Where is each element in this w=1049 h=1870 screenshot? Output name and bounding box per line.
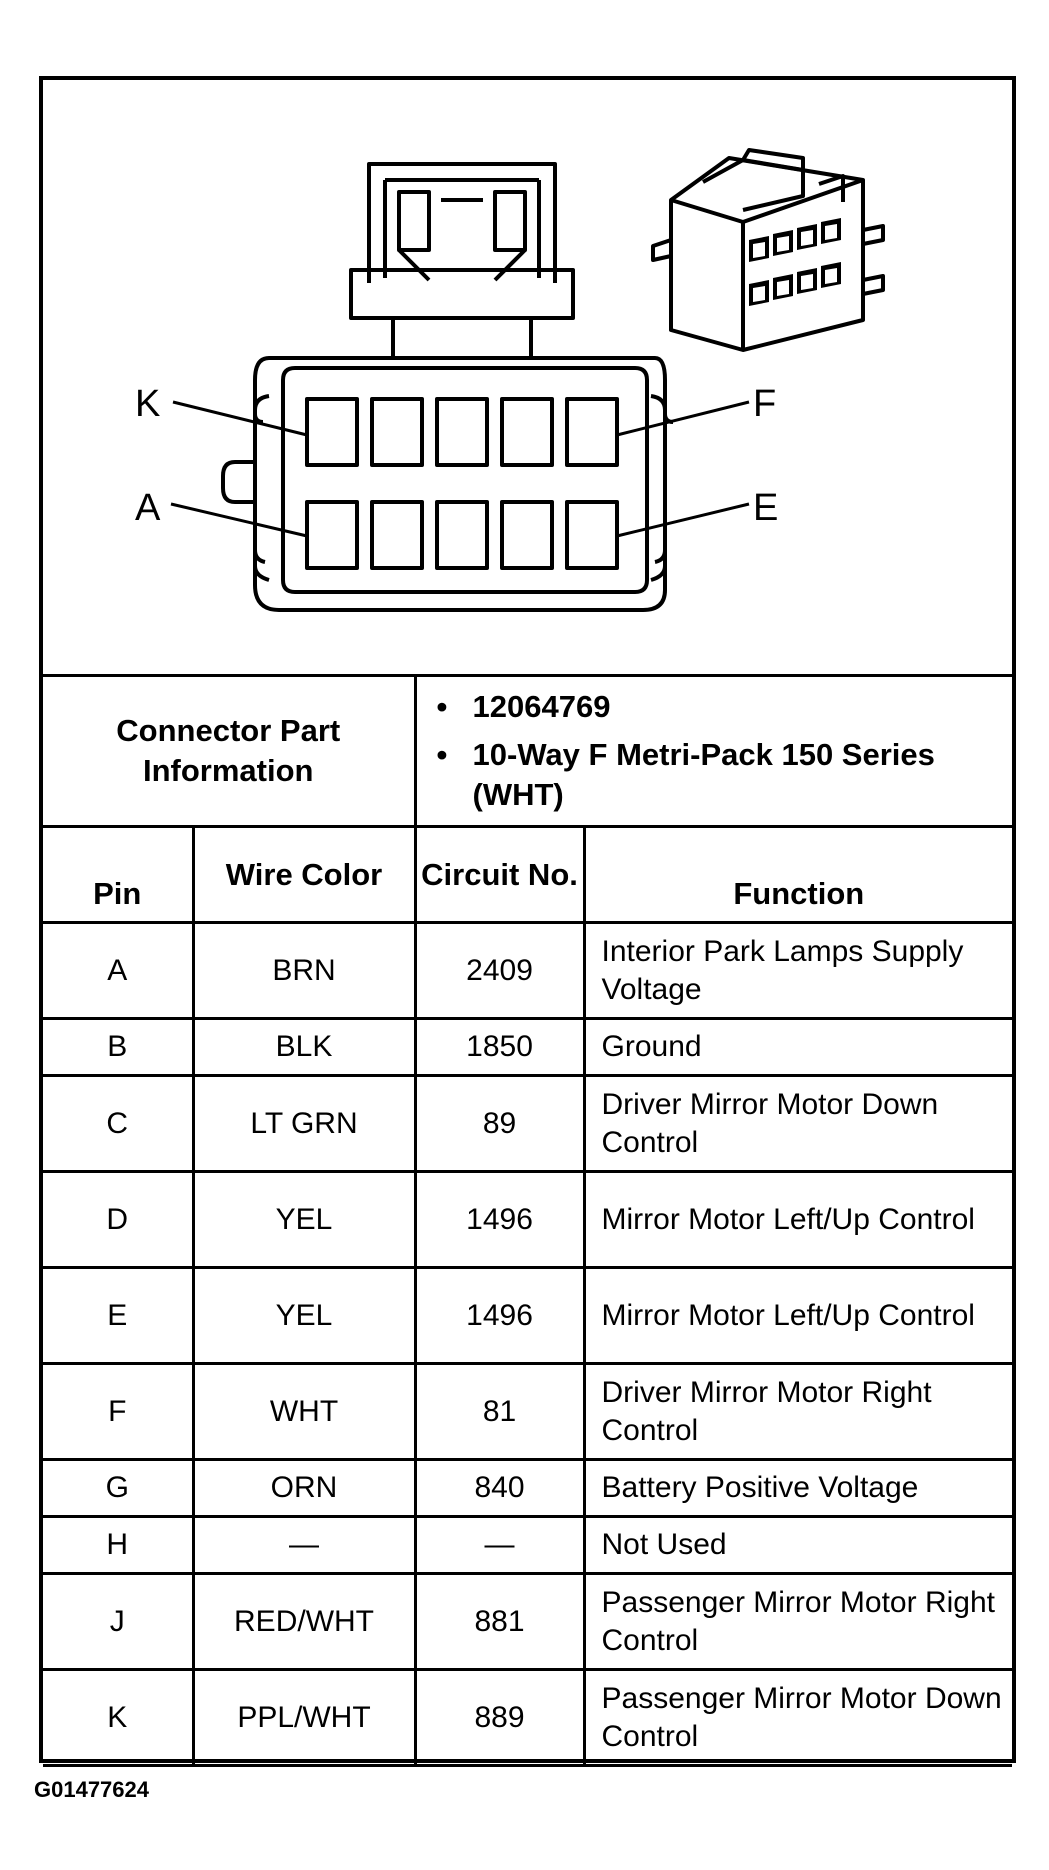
cell-wire-color: LT GRN — [193, 1076, 415, 1172]
cell-function: Interior Park Lamps Supply Voltage — [584, 923, 1012, 1019]
header-wire-color: Wire Color — [193, 827, 415, 923]
connector-info-item: • 12064769 — [436, 689, 611, 724]
cell-wire-color: BLK — [193, 1019, 415, 1076]
connector-face-drawing — [43, 80, 1012, 674]
cell-pin: J — [43, 1574, 193, 1670]
cell-function: Driver Mirror Motor Down Control — [584, 1076, 1012, 1172]
cell-circuit: 840 — [415, 1460, 584, 1517]
cell-wire-color: YEL — [193, 1172, 415, 1268]
cell-pin: H — [43, 1517, 193, 1574]
cell-circuit: 81 — [415, 1364, 584, 1460]
cell-function: Passenger Mirror Motor Right Control — [584, 1574, 1012, 1670]
cell-pin: A — [43, 923, 193, 1019]
table-row — [43, 1172, 1012, 1268]
cell-pin: K — [43, 1670, 193, 1766]
figure-id: G01477624 — [34, 1777, 149, 1802]
cell-pin: B — [43, 1019, 193, 1076]
table-row — [43, 1517, 1012, 1574]
cell-circuit: 1850 — [415, 1019, 584, 1076]
connector-info-list — [415, 676, 1012, 827]
connector-frame — [39, 76, 1016, 1763]
cell-circuit: 1496 — [415, 1268, 584, 1364]
header-pin: Pin — [43, 827, 193, 923]
cell-wire-color: PPL/WHT — [193, 1670, 415, 1766]
cell-pin: E — [43, 1268, 193, 1364]
cell-circuit: 2409 — [415, 923, 584, 1019]
table-row — [43, 1364, 1012, 1460]
cell-function: Not Used — [584, 1517, 1012, 1574]
cell-wire-color: — — [193, 1517, 415, 1574]
table-row — [43, 1019, 1012, 1076]
table-row — [43, 1574, 1012, 1670]
table-row — [43, 1460, 1012, 1517]
connector-info-row — [43, 676, 1012, 827]
cell-function: Mirror Motor Left/Up Control — [584, 1268, 1012, 1364]
cell-function: Battery Positive Voltage — [584, 1460, 1012, 1517]
cell-circuit: 1496 — [415, 1172, 584, 1268]
cell-circuit: 889 — [415, 1670, 584, 1766]
connector-info-item: • 10-Way F Metri-Pack 150 Series (WHT) — [436, 737, 935, 812]
pin-label-a: A — [135, 487, 161, 529]
cell-function: Driver Mirror Motor Right Control — [584, 1364, 1012, 1460]
connector-diagram — [43, 80, 1012, 674]
cell-wire-color: ORN — [193, 1460, 415, 1517]
cell-wire-color: RED/WHT — [193, 1574, 415, 1670]
cell-function: Ground — [584, 1019, 1012, 1076]
table-row — [43, 923, 1012, 1019]
cell-circuit: 89 — [415, 1076, 584, 1172]
cell-wire-color: WHT — [193, 1364, 415, 1460]
header-circuit-no: Circuit No. — [415, 827, 584, 923]
cell-wire-color: BRN — [193, 923, 415, 1019]
cell-pin: D — [43, 1172, 193, 1268]
cell-pin: G — [43, 1460, 193, 1517]
pin-label-e: E — [753, 487, 779, 529]
table-row — [43, 1670, 1012, 1766]
table-row — [43, 1268, 1012, 1364]
table-row — [43, 1076, 1012, 1172]
header-function: Function — [584, 827, 1012, 923]
cell-wire-color: YEL — [193, 1268, 415, 1364]
cell-pin: C — [43, 1076, 193, 1172]
cell-pin: F — [43, 1364, 193, 1460]
cell-function: Mirror Motor Left/Up Control — [584, 1172, 1012, 1268]
table-header-row — [43, 827, 1012, 923]
cell-function: Passenger Mirror Motor Down Control — [584, 1670, 1012, 1766]
cell-circuit: 881 — [415, 1574, 584, 1670]
cell-circuit: — — [415, 1517, 584, 1574]
connector-info-label: Connector Part Information — [43, 676, 415, 827]
pin-label-f: F — [753, 383, 777, 425]
pin-label-k: K — [135, 383, 161, 425]
pinout-table — [43, 674, 1012, 1767]
